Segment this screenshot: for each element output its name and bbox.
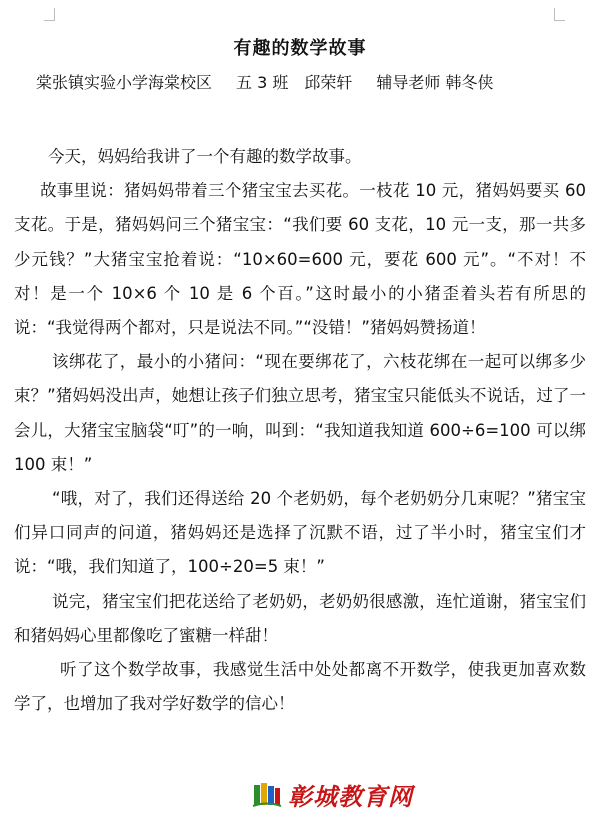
- byline-class: 五 3 班: [236, 73, 289, 92]
- byline: [36, 70, 493, 93]
- book-logo-icon: [252, 779, 282, 809]
- byline-school: 棠张镇实验小学海棠校区: [36, 73, 213, 92]
- byline-advisor: 辅导老师 韩冬侠: [376, 73, 494, 92]
- paragraph-4: “哦，对了，我们还得送给 20 个老奶奶，每个老奶奶分几束呢？”猪宝宝们异口同声的问道，猪妈妈还是选择了沉默不语，过了半小时，猪宝宝们才说：“哦，我们知道了，100÷20=5 束！”: [14, 489, 586, 577]
- page-corner-mark-left: [44, 8, 55, 21]
- paragraph-2: 故事里说：猪妈妈带着三个猪宝宝去买花。一枝花 10 元，猪妈妈要买 60 支花。于是，猪妈妈问三个猪宝宝：“我们要 60 支花，10 元一支，那一共多少元钱？”大猪宝宝抢着说：“10×60=600 元，要花 600 元”。“不对！不对！是一个 10×6 个 10 是 6 个百。”这时最小的小猪歪着头若有所思的说：“我觉得两个都对，只是说法不同。”“没错！”猪妈妈赞扬道！: [14, 181, 586, 338]
- paragraph-3: 该绑花了，最小的小猪问：“现在要绑花了，六枝花绑在一起可以绑多少束？”猪妈妈没出声，她想让孩子们独立思考，猪宝宝只能低头不说话，过了一会儿，大猪宝宝脑袋“叮”的一响，叫到：“我知道我知道 600÷6=100 可以绑 100 束！”: [14, 352, 586, 474]
- document-body: [14, 140, 586, 721]
- page-corner-mark-right: [554, 8, 565, 21]
- byline-author: 邱荣轩: [304, 73, 353, 92]
- document-title: 有趣的数学故事: [233, 38, 367, 59]
- paragraph-1: 今天，妈妈给我讲了一个有趣的数学故事。: [48, 147, 362, 166]
- paragraph-5: 说完，猪宝宝们把花送给了老奶奶，老奶奶很感激，连忙道谢，猪宝宝们和猪妈妈心里都像吃了蜜糖一样甜！: [14, 591, 586, 645]
- paragraph-6: 听了这个数学故事，我感觉生活中处处都离不开数学，使我更加喜欢数学了，也增加了我对学好数学的信心！: [14, 660, 586, 714]
- watermark-logo: [252, 774, 427, 814]
- watermark-text: 彰城教育网: [288, 782, 413, 811]
